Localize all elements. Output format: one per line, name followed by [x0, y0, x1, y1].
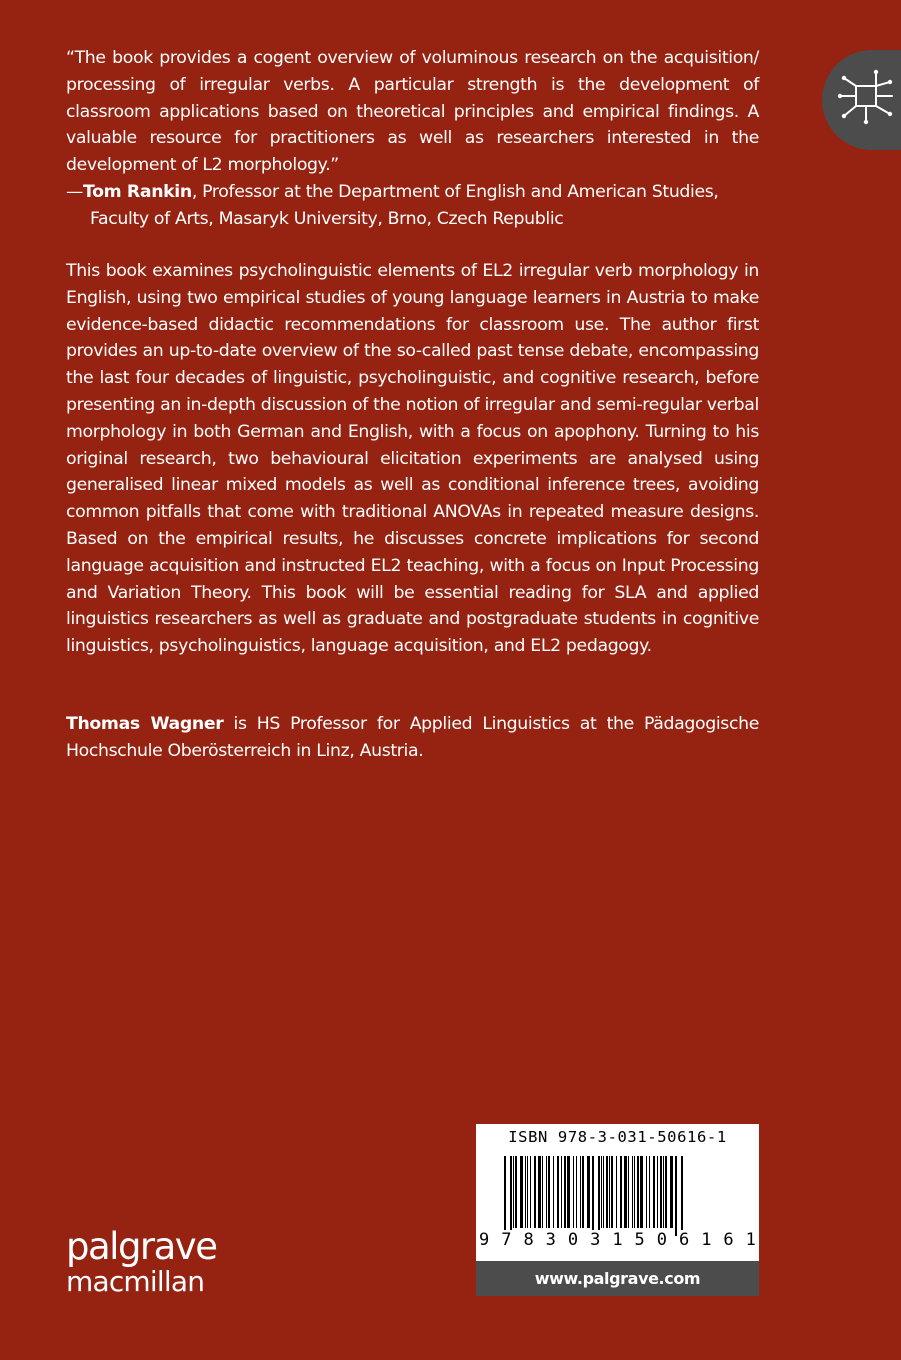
barcode-digit: 7 [501, 1230, 512, 1250]
barcode-digit: 6 [678, 1230, 690, 1250]
barcode-digit: 0 [567, 1230, 579, 1250]
description-text: This book examines psycholinguistic elements of EL2 irregular verb morphology in English, using two empirical studies of young language learners in Austria to make evidence-based didactic recommendations for classroom use. The author first provides an up-to-date overview of the so-called past tense debate, encompassing the last four decades of linguistic, psycholinguistic, and cognitive research, before presenting an in-depth discussion of the notion of irregular and semi-regular verbal morphology in both German and English, with a focus on apophony. Turning to his original research, two behavioural elicitation experiments are analysed using generalised linear mixed models as well as conditional inference trees, avoiding common pitfalls that come with traditional ANOVAs in repeated measure designs. Based on the empirical results, he discusses concrete implications for second language acquisition and instructed EL2 teaching, with a focus on Input Processing and Variation Theory. This book will be essential reading for SLA and applied linguistics researchers as well as graduate and postgraduate students in cognitive linguistics, psycholinguistics, language acquisition, and EL2 pedagogy. [66, 261, 759, 657]
author-name: Thomas Wagner [66, 714, 224, 734]
barcode-bars [496, 1156, 746, 1236]
endorser-name: Tom Rankin [82, 181, 192, 202]
barcode-digit: 8 [523, 1230, 534, 1250]
series-badge [822, 50, 901, 150]
endorsement [66, 45, 759, 233]
publisher-logo-line1: palgrave [66, 1225, 217, 1268]
publisher-logo-line2: macmillan [66, 1265, 205, 1298]
barcode-digit: 1 [745, 1230, 756, 1250]
publisher-logo [66, 1225, 217, 1298]
barcode-digit: 6 [723, 1230, 734, 1250]
barcode-digit: 5 [634, 1230, 645, 1250]
endorsement-attribution [66, 179, 759, 233]
barcode-digit: 3 [590, 1230, 601, 1250]
book-description [66, 258, 759, 660]
isbn-label: ISBN 978-3-031-50616-1 [508, 1128, 727, 1146]
barcode-digit: 9 [479, 1230, 490, 1250]
endorsement-quote: “The book provides a cogent overview of voluminous research on the acquisition/ processing of irregular verbs. A particular strength is the development of classroom applications based on theoretical principles and empirical findings. A valuable resource for practitioners as well as researchers interested in the development of L2 morphology.” [66, 48, 759, 176]
author-bio-text [66, 711, 759, 765]
barcode-digit: 3 [545, 1230, 556, 1250]
attribution-dash: — [66, 181, 83, 202]
author-bio [66, 711, 759, 765]
barcode [476, 1124, 759, 1296]
barcode-digit: 1 [612, 1230, 623, 1250]
barcode-digits [478, 1230, 757, 1250]
author-bio-body: is HS Professor for Applied Linguistics at the Pädagogische Hochschule Oberösterreich in Linz, Austria. [66, 714, 759, 761]
barcode-digit: 1 [701, 1230, 712, 1250]
network-square-icon [836, 66, 896, 126]
publisher-website: www.palgrave.com [476, 1261, 759, 1296]
barcode-digit: 0 [656, 1230, 667, 1250]
endorser-affiliation: , Professor at the Department of English and American Studies, Faculty of Arts, Masaryk University, Brno, Czech Republic [90, 181, 719, 229]
